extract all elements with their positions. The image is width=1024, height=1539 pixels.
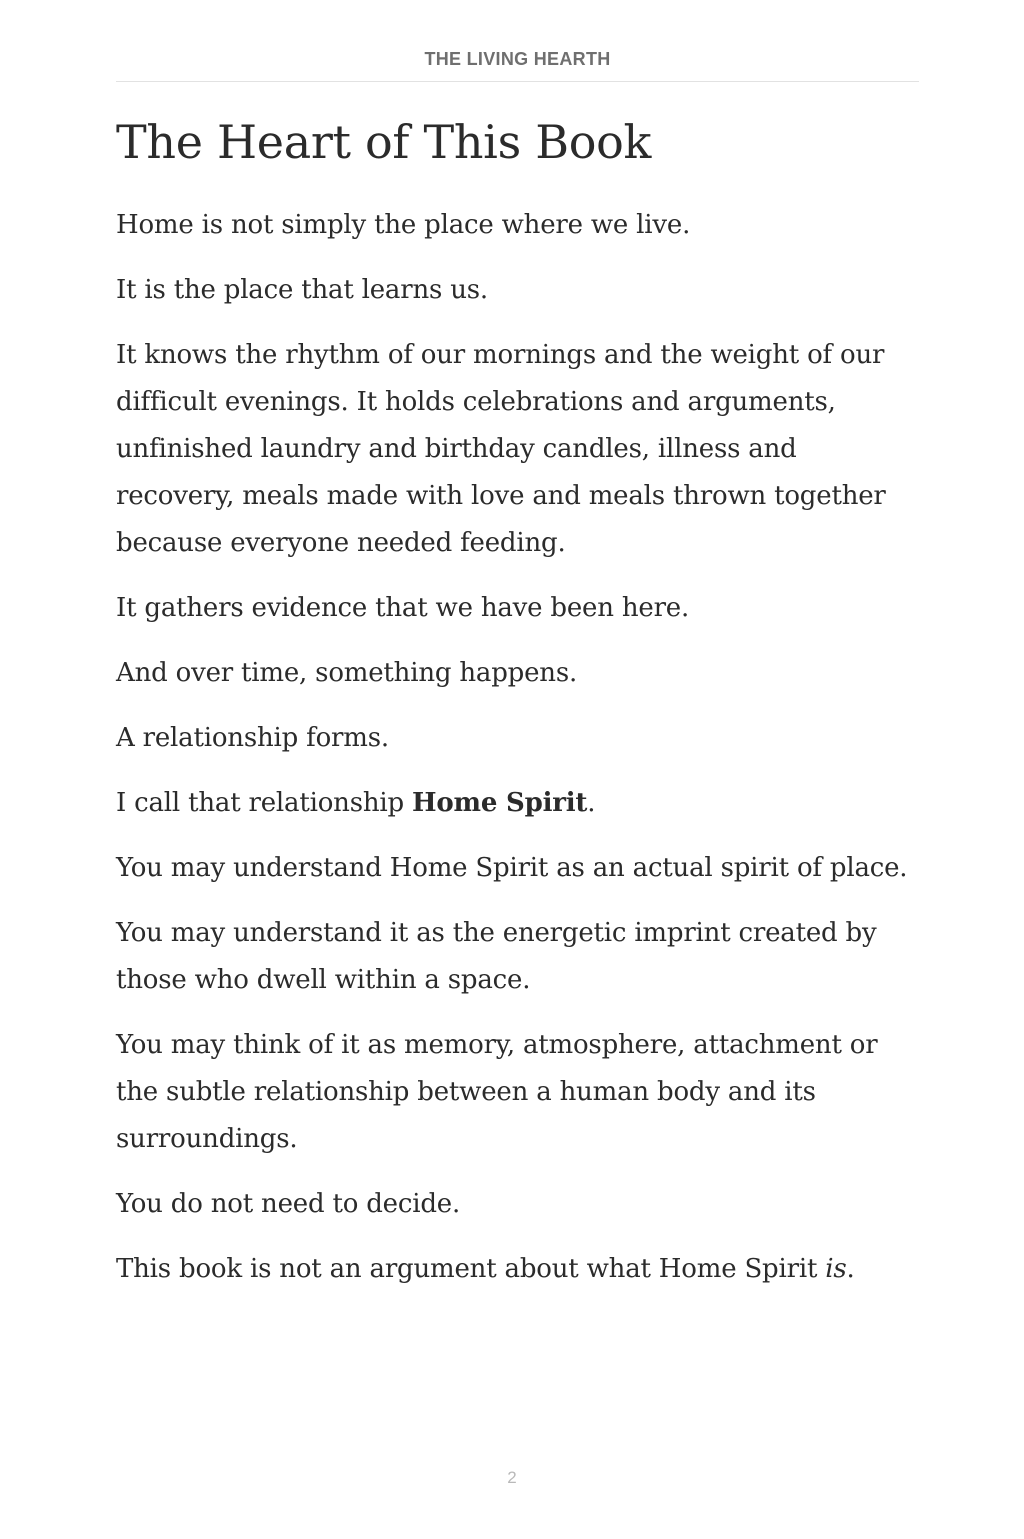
paragraph-text: This book is not an argument about what Home Spirit [116, 1254, 826, 1284]
paragraph-home-spirit [116, 780, 916, 827]
paragraph: A relationship forms. [116, 723, 389, 753]
italic-term: is [825, 1254, 847, 1284]
paragraph: It knows the rhythm of our mornings and the weight of our difficult evenings. It holds celebrations and arguments, unfinished laundry and birthday candles, illness and recovery, meals made with love and meals thrown together because everyone needed feeding. [116, 340, 886, 558]
paragraph: You do not need to decide. [116, 1189, 461, 1219]
bold-term: Home Spirit [412, 788, 588, 818]
paragraph: Home is not simply the place where we live. [116, 210, 691, 240]
page-content [116, 112, 916, 1311]
paragraph: It is the place that learns us. [116, 275, 488, 305]
paragraph-text: I call that relationship [116, 788, 413, 818]
paragraph: You may understand Home Spirit as an actual spirit of place. [116, 853, 908, 883]
paragraph: And over time, something happens. [116, 658, 578, 688]
running-header: THE LIVING HEARTH [116, 48, 919, 82]
paragraph: It gathers evidence that we have been here. [116, 593, 690, 623]
paragraph-closing [116, 1246, 916, 1293]
paragraph: You may think of it as memory, atmosphere, attachment or the subtle relationship between a human body and its surroundings. [116, 1030, 878, 1154]
page-number: 2 [507, 1468, 517, 1487]
paragraph-text: . [846, 1254, 855, 1284]
paragraph-text: . [587, 788, 596, 818]
chapter-title: The Heart of This Book [116, 115, 652, 169]
paragraph: You may understand it as the energetic imprint created by those who dwell within a space. [116, 918, 877, 995]
